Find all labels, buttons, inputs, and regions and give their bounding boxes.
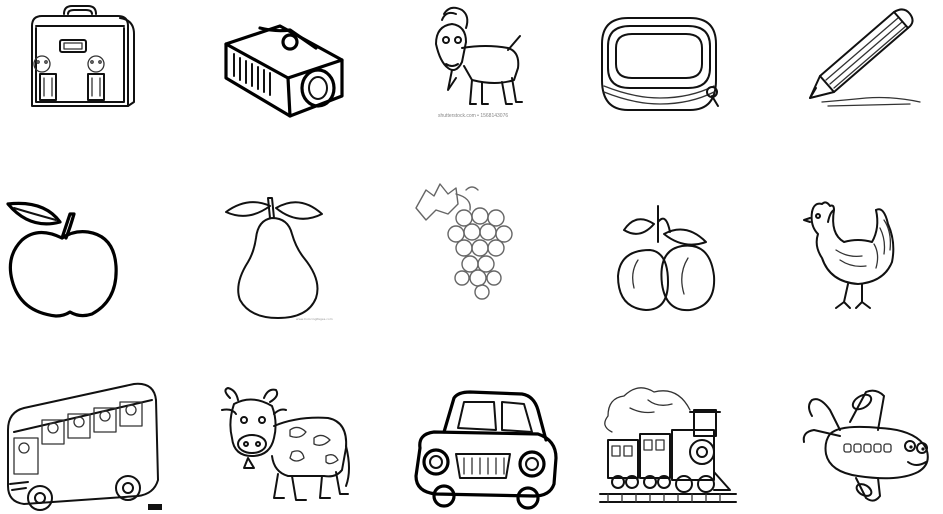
bus-picture <box>2 376 166 514</box>
grapes-picture <box>412 180 528 304</box>
goat-picture <box>416 4 528 122</box>
pencil-sharpener-picture <box>220 18 350 122</box>
car-picture <box>410 388 558 510</box>
pear-picture <box>218 188 340 324</box>
train-picture <box>598 382 738 510</box>
cow-picture <box>218 386 350 512</box>
apple-picture <box>4 196 120 320</box>
airplane-picture <box>800 386 938 504</box>
pencil-picture <box>806 6 926 112</box>
pear-watermark: www.ColoringPages.com <box>296 317 333 321</box>
plums-picture <box>610 202 722 318</box>
goat-watermark: shutterstock.com • 1568143076 <box>438 113 509 119</box>
hen-picture <box>800 198 900 316</box>
school-bag-picture <box>22 4 138 116</box>
pencil-case-picture <box>594 10 724 116</box>
